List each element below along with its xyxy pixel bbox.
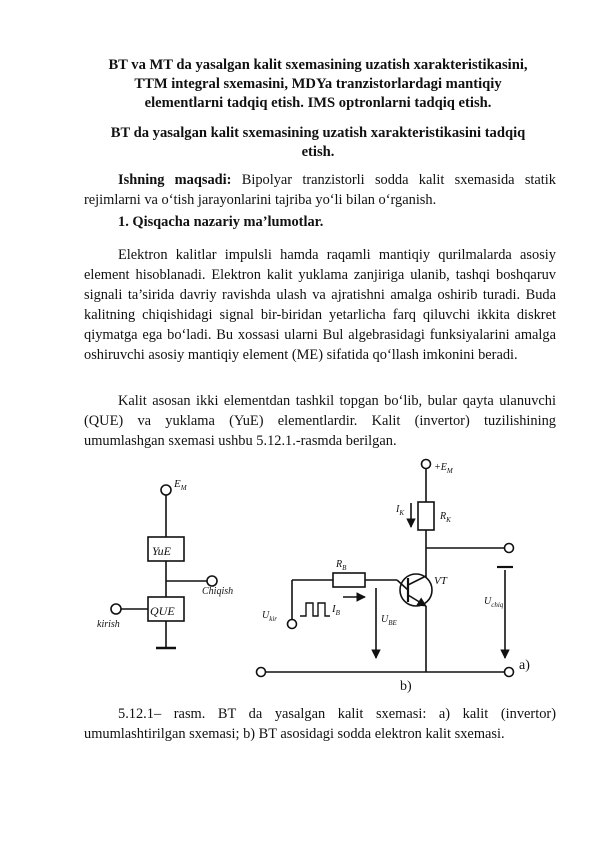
figure-caption: 5.12.1– rasm. BT da yasalgan kalit sxemasi: a) kalit (invertor) umumlashtirilgan sxemasi; b) BT asosidagi sodda elektron kalit sxemasi.	[84, 706, 556, 742]
svg-text:IK: $I_K$	[396, 504, 405, 517]
sub-heading-line-2: etish.	[301, 144, 335, 160]
supply-terminal-icon	[161, 485, 171, 495]
output-terminal-icon	[505, 544, 514, 553]
figure-label-a: a)	[519, 658, 530, 673]
base-resistor	[333, 573, 365, 587]
heading-line-2: TTM integral sxemasini, MDYa tranzistorlardagi mantiqiy	[134, 76, 502, 92]
svg-text:RK: $R_K$	[440, 511, 451, 524]
supply-terminal-icon	[422, 460, 431, 469]
figure-a-generalized-key	[111, 485, 217, 648]
collector-resistor	[418, 502, 434, 530]
svg-text:EM: $E_M$	[174, 478, 187, 492]
figure-b-labels	[262, 462, 504, 627]
input-terminal-icon	[288, 620, 297, 629]
figure-circuits	[0, 455, 596, 700]
theory-paragraph-2: Kalit asosan ikki elementdan tashkil topgan bo‘lib, bular qayta ulanuvchi (QUE) va yuklama (YuE) elementlardir. Kalit (invertor) tuzilishining umumlashgan sxemasi ushbu 5.12.1.-rasmda berilgan.	[84, 393, 556, 449]
heading-line-3: elementlarni tadqiq etish. IMS optronlarni tadqiq etish.	[144, 95, 492, 111]
figure-label-b: b)	[400, 679, 412, 694]
section-title: 1. Qisqacha nazariy ma’lumotlar.	[118, 214, 324, 230]
transistor-vt-icon	[400, 574, 432, 606]
output-terminal-icon	[207, 576, 217, 586]
aim-label: Ishning maqsadi:	[118, 172, 232, 188]
input-terminal-icon	[111, 604, 121, 614]
figure-b-bjt-key	[256, 460, 514, 677]
svg-text:+EM: $+E_M$	[434, 462, 453, 475]
page-heading	[80, 56, 556, 113]
svg-text:IB: $I_B$	[332, 603, 340, 617]
input-label: kirish	[97, 619, 120, 630]
theory-paragraph-1: Elektron kalitlar impulsli hamda raqamli mantiqiy qurilmalarda asosiy element hisoblanadi. Elektron kalit yuklama zanjiriga ulanib, tashqi boshqaruv signali ta’sirida davriy ravishda ulash va ajratishni amalga oshirib turadi. Buda kalitning chiqishidagi signal bir-biridan yetarlicha farq qiluvchi ikkita diskret qiymatga ega bo‘ladi. Bu xossasi ularni Bul algebrasidagi funksiyalarini amalga oshiruvchi asosiy mantiqiy element (ME) sifatida qo‘llash imkonini beradi.	[84, 247, 556, 363]
svg-text:UBE: $U_{BE}$	[381, 614, 397, 627]
svg-text:RB: $R_B$	[336, 559, 347, 572]
switch-element-label: QUE	[150, 604, 175, 618]
sub-heading-line-1: BT da yasalgan kalit sxemasining uzatish xarakteristikasini tadqiq	[110, 125, 526, 141]
svg-text:Ukir: $U_{kir}$	[262, 610, 278, 623]
transistor-label: VT	[434, 575, 447, 587]
svg-text:Uchiq: $U_{chiq}$	[484, 596, 504, 609]
aim-text: Bipolyar tranzistorli sodda kalit sxemasida statik rejimlarni va o‘tish jarayonlarini tajriba yo‘li bilan o‘rganish.	[84, 172, 557, 208]
load-element-label: YuE	[152, 544, 171, 558]
input-pulse-icon	[300, 603, 330, 616]
sub-heading	[80, 124, 556, 162]
aim-paragraph	[84, 170, 556, 210]
output-label: Chiqish	[202, 586, 234, 597]
heading-line-1: BT va MT da yasalgan kalit sxemasining uzatish xarakteristikasini,	[108, 57, 528, 73]
